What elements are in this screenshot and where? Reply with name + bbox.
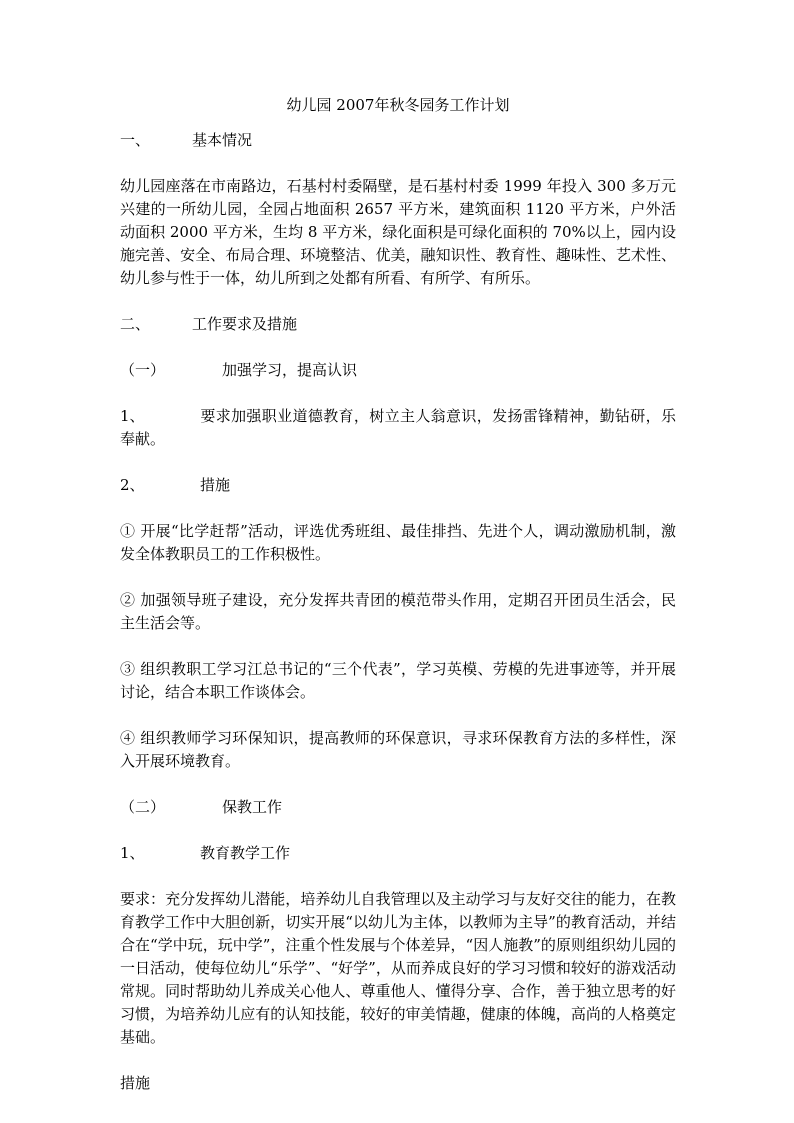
section-1-heading: [120, 129, 676, 152]
part-2-item-1: [120, 842, 676, 865]
document-body: [120, 94, 676, 1118]
part-1-title: 加强学习，提高认识: [222, 361, 358, 379]
part-1-item-2-text: 措施: [200, 476, 231, 494]
section-2-title: 工作要求及措施: [192, 315, 298, 333]
measure-1: ① 开展“比学赶帮”活动，评选优秀班组、最佳排挡、先进个人，调动激励机制，激发全体教职员工的工作积极性。: [120, 522, 676, 563]
part-1-item-2-number: 2、: [120, 476, 145, 494]
requirement-paragraph: 要求：充分发挥幼儿潜能，培养幼儿自我管理以及主动学习与友好交往的能力，在教育教学工作中大胆创新，切实开展“以幼儿为主体，以教师为主导”的教育活动，并结合在“学中玩，玩中学”，注重个性发展与个体差异，“因人施教”的原则组织幼儿园的一日活动，使每位幼儿“乐学”、“好学”，从而养成良好的学习习惯和较好的游戏活动常规。同时帮助幼儿养成关心他人、尊重他人、懂得分享、合作，善于独立思考的好习惯，为培养幼儿应有的认知技能，较好的审美情趣，健康的体魄，高尚的人格奠定基础。: [120, 890, 676, 1046]
measure-3: ③ 组织教职工学习江总书记的“三个代表”，学习英模、劳模的先进事迹等，并开展讨论，结合本职工作谈体会。: [120, 660, 676, 701]
part-2-number: （二）: [120, 798, 166, 816]
section-2-heading: [120, 313, 676, 336]
measure-2: ② 加强领导班子建设，充分发挥共青团的模范带头作用，定期召开团员生活会，民主生活会等。: [120, 591, 676, 632]
part-2-item-1-number: 1、: [120, 844, 145, 862]
measure-4: ④ 组织教师学习环保知识，提高教师的环保意识，寻求环保教育方法的多样性，深入开展环境教育。: [120, 729, 676, 770]
section-1-paragraph: 幼儿园座落在市南路边，石基村村委隔壁，是石基村村委 1999 年投入 300 多万元兴建的一所幼儿园，全园占地面积 2657 平方米，建筑面积 1120 平方米，户外活动面积 2000 平方米，生均 8 平方米，绿化面积是可绿化面积的 70%以上，园内设施完善、安全、布局合理、环境整洁、优美，融知识性、教育性、趣味性、艺术性、幼儿参与性于一体，幼儿所到之处都有所看、有所学、有所乐。: [120, 177, 676, 287]
part-1-item-1-number: 1、: [120, 407, 145, 425]
part-1-heading: [120, 359, 676, 382]
part-1-item-1: [120, 405, 676, 451]
part-1-item-2: [120, 474, 676, 497]
document-title: 幼儿园 2007年秋冬园务工作计划: [286, 96, 510, 114]
section-1-title: 基本情况: [192, 131, 253, 149]
part-2-item-1-text: 教育教学工作: [200, 844, 291, 862]
part-1-item-1-text: 要求加强职业道德教育，树立主人翁意识，发扬雷锋精神，勤钻研，乐奉献。: [120, 407, 676, 448]
part-1-number: （一）: [120, 361, 166, 379]
part-2-heading: [120, 796, 676, 819]
part-2-title: 保教工作: [222, 798, 283, 816]
section-1-number: 一、: [120, 131, 151, 149]
measures-label: 措施: [120, 1074, 151, 1092]
section-2-number: 二、: [120, 315, 151, 333]
